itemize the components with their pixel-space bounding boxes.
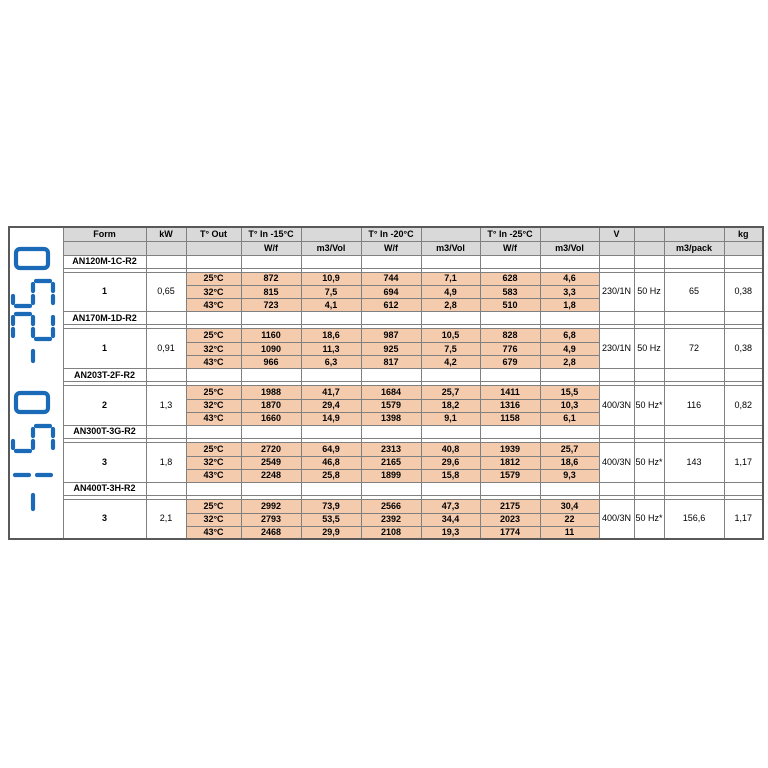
m3vol-20-value: 18,2	[421, 399, 480, 412]
m3pack-value: 143	[664, 442, 724, 482]
lcd-digit-5	[13, 426, 53, 451]
data-row	[9, 329, 763, 343]
t-out-label: 32°C	[186, 343, 241, 356]
wf-15-value: 1090	[241, 343, 301, 356]
wf-15-value: 815	[241, 286, 301, 299]
wf-15-value: 2992	[241, 499, 301, 513]
wf-25-value: 679	[480, 356, 540, 369]
m3pack-value: 156,6	[664, 499, 724, 539]
voltage-value: 230/1N	[599, 329, 634, 369]
empty-cell	[480, 312, 540, 325]
m3vol-15-value: 6,3	[301, 356, 361, 369]
m3vol-25-value: 25,7	[540, 442, 599, 456]
kw-value: 0,91	[146, 329, 186, 369]
empty-cell	[301, 482, 361, 495]
wf-25-value: 1774	[480, 526, 540, 539]
empty-cell	[421, 369, 480, 382]
wf-20-value: 1398	[361, 412, 421, 425]
empty-cell	[724, 482, 763, 495]
header-cell: m3/Vol	[421, 241, 480, 255]
empty-cell	[241, 369, 301, 382]
empty-cell	[664, 482, 724, 495]
header-cell: kg	[724, 227, 763, 241]
lcd-digit-0	[16, 249, 48, 268]
header-cell: W/f	[361, 241, 421, 255]
empty-cell	[301, 369, 361, 382]
wf-20-value: 1579	[361, 399, 421, 412]
m3vol-15-value: 53,5	[301, 513, 361, 526]
m3vol-25-value: 11	[540, 526, 599, 539]
header-cell: m3/Vol	[540, 241, 599, 255]
wf-15-value: 1988	[241, 386, 301, 400]
wf-25-value: 2175	[480, 499, 540, 513]
empty-cell	[599, 482, 634, 495]
wf-25-value: 1158	[480, 412, 540, 425]
m3vol-20-value: 25,7	[421, 386, 480, 400]
header-cell	[421, 227, 480, 241]
m3vol-15-value: 14,9	[301, 412, 361, 425]
lcd-digit-0	[16, 393, 48, 412]
wf-25-value: 828	[480, 329, 540, 343]
empty-cell	[724, 425, 763, 438]
lcd-digits-graphic	[10, 228, 62, 538]
t-out-label: 43°C	[186, 412, 241, 425]
t-out-label: 32°C	[186, 399, 241, 412]
header-cell: T° In -25°C	[480, 227, 540, 241]
t-out-label: 32°C	[186, 456, 241, 469]
m3vol-15-value: 46,8	[301, 456, 361, 469]
header-cell: T° Out	[186, 227, 241, 241]
wf-25-value: 1812	[480, 456, 540, 469]
empty-cell	[480, 255, 540, 268]
empty-cell	[241, 482, 301, 495]
kg-value: 0,38	[724, 272, 763, 312]
voltage-value: 400/3N	[599, 386, 634, 426]
header-cell: T° In -15°C	[241, 227, 301, 241]
empty-cell	[146, 255, 186, 268]
kw-value: 0,65	[146, 272, 186, 312]
hz-value: 50 Hz	[634, 272, 664, 312]
m3vol-15-value: 4,1	[301, 299, 361, 312]
form-value: 3	[63, 442, 146, 482]
m3vol-20-value: 4,9	[421, 286, 480, 299]
empty-cell	[241, 312, 301, 325]
data-row	[9, 272, 763, 286]
header-cell: kW	[146, 227, 186, 241]
empty-cell	[480, 482, 540, 495]
t-out-label: 43°C	[186, 526, 241, 539]
empty-cell	[146, 482, 186, 495]
m3vol-15-value: 29,4	[301, 399, 361, 412]
wf-15-value: 966	[241, 356, 301, 369]
header-cell	[634, 241, 664, 255]
empty-cell	[634, 255, 664, 268]
empty-cell	[540, 425, 599, 438]
m3vol-20-value: 2,8	[421, 299, 480, 312]
t-out-label: 25°C	[186, 386, 241, 400]
t-out-label: 32°C	[186, 286, 241, 299]
voltage-value: 400/3N	[599, 499, 634, 539]
lcd-digit-2	[13, 314, 53, 339]
m3vol-20-value: 7,1	[421, 272, 480, 286]
m3vol-25-value: 3,3	[540, 286, 599, 299]
header-cell: m3/Vol	[301, 241, 361, 255]
header-cell	[186, 241, 241, 255]
empty-cell	[599, 425, 634, 438]
wf-15-value: 872	[241, 272, 301, 286]
header-cell	[146, 241, 186, 255]
empty-cell	[540, 482, 599, 495]
lcd-strip	[9, 227, 63, 539]
m3vol-25-value: 6,8	[540, 329, 599, 343]
empty-cell	[186, 369, 241, 382]
empty-cell	[599, 312, 634, 325]
kw-value: 2,1	[146, 499, 186, 539]
header-row-2	[9, 241, 763, 255]
wf-25-value: 776	[480, 343, 540, 356]
wf-20-value: 694	[361, 286, 421, 299]
t-out-label: 43°C	[186, 356, 241, 369]
m3vol-15-value: 25,8	[301, 469, 361, 482]
wf-15-value: 1160	[241, 329, 301, 343]
wf-25-value: 1939	[480, 442, 540, 456]
empty-cell	[421, 425, 480, 438]
wf-20-value: 2108	[361, 526, 421, 539]
empty-cell	[301, 425, 361, 438]
form-value: 1	[63, 329, 146, 369]
wf-25-value: 1316	[480, 399, 540, 412]
header-cell	[634, 227, 664, 241]
wf-20-value: 1684	[361, 386, 421, 400]
wf-15-value: 1870	[241, 399, 301, 412]
empty-cell	[634, 482, 664, 495]
m3vol-15-value: 41,7	[301, 386, 361, 400]
m3vol-15-value: 64,9	[301, 442, 361, 456]
wf-15-value: 2248	[241, 469, 301, 482]
empty-cell	[634, 425, 664, 438]
m3vol-25-value: 30,4	[540, 499, 599, 513]
empty-cell	[146, 312, 186, 325]
m3vol-20-value: 4,2	[421, 356, 480, 369]
model-name: AN203T-2F-R2	[63, 369, 146, 382]
empty-cell	[724, 255, 763, 268]
m3vol-20-value: 15,8	[421, 469, 480, 482]
wf-25-value: 628	[480, 272, 540, 286]
wf-20-value: 2165	[361, 456, 421, 469]
wf-25-value: 583	[480, 286, 540, 299]
hz-value: 50 Hz*	[634, 386, 664, 426]
m3vol-15-value: 73,9	[301, 499, 361, 513]
header-cell: m3/pack	[664, 241, 724, 255]
kg-value: 1,17	[724, 499, 763, 539]
m3vol-25-value: 15,5	[540, 386, 599, 400]
form-value: 1	[63, 272, 146, 312]
t-out-label: 43°C	[186, 469, 241, 482]
empty-cell	[361, 312, 421, 325]
t-out-label: 25°C	[186, 442, 241, 456]
model-row	[9, 255, 763, 268]
header-row-1	[9, 227, 763, 241]
m3vol-20-value: 40,8	[421, 442, 480, 456]
empty-cell	[361, 482, 421, 495]
kg-value: 0,82	[724, 386, 763, 426]
header-cell	[664, 227, 724, 241]
hz-value: 50 Hz	[634, 329, 664, 369]
wf-20-value: 2313	[361, 442, 421, 456]
t-out-label: 25°C	[186, 329, 241, 343]
m3pack-value: 72	[664, 329, 724, 369]
model-row	[9, 482, 763, 495]
empty-cell	[241, 255, 301, 268]
empty-cell	[724, 369, 763, 382]
m3vol-20-value: 47,3	[421, 499, 480, 513]
model-name: AN120M-1C-R2	[63, 255, 146, 268]
m3pack-value: 65	[664, 272, 724, 312]
kg-value: 0,38	[724, 329, 763, 369]
empty-cell	[146, 369, 186, 382]
wf-15-value: 2720	[241, 442, 301, 456]
empty-cell	[599, 369, 634, 382]
m3vol-20-value: 34,4	[421, 513, 480, 526]
m3vol-25-value: 2,8	[540, 356, 599, 369]
wf-25-value: 510	[480, 299, 540, 312]
m3vol-20-value: 7,5	[421, 343, 480, 356]
empty-cell	[421, 255, 480, 268]
m3vol-15-value: 18,6	[301, 329, 361, 343]
t-out-label: 43°C	[186, 299, 241, 312]
header-cell: V	[599, 227, 634, 241]
wf-20-value: 2566	[361, 499, 421, 513]
empty-cell	[241, 425, 301, 438]
hz-value: 50 Hz*	[634, 442, 664, 482]
wf-20-value: 744	[361, 272, 421, 286]
empty-cell	[540, 312, 599, 325]
wf-25-value: 1579	[480, 469, 540, 482]
voltage-value: 400/3N	[599, 442, 634, 482]
empty-cell	[421, 312, 480, 325]
header-cell: W/f	[241, 241, 301, 255]
empty-cell	[634, 369, 664, 382]
hz-value: 50 Hz*	[634, 499, 664, 539]
empty-cell	[361, 369, 421, 382]
m3vol-25-value: 6,1	[540, 412, 599, 425]
wf-20-value: 987	[361, 329, 421, 343]
m3vol-20-value: 9,1	[421, 412, 480, 425]
data-row	[9, 386, 763, 400]
data-row	[9, 442, 763, 456]
empty-cell	[634, 312, 664, 325]
m3vol-25-value: 9,3	[540, 469, 599, 482]
kg-value: 1,17	[724, 442, 763, 482]
empty-cell	[186, 482, 241, 495]
datasheet	[8, 226, 764, 540]
m3vol-25-value: 18,6	[540, 456, 599, 469]
wf-25-value: 1411	[480, 386, 540, 400]
empty-cell	[361, 255, 421, 268]
kw-value: 1,8	[146, 442, 186, 482]
empty-cell	[301, 255, 361, 268]
m3vol-25-value: 1,8	[540, 299, 599, 312]
wf-20-value: 2392	[361, 513, 421, 526]
model-name: AN300T-3G-R2	[63, 425, 146, 438]
m3vol-20-value: 19,3	[421, 526, 480, 539]
wf-25-value: 2023	[480, 513, 540, 526]
wf-15-value: 2793	[241, 513, 301, 526]
t-out-label: 32°C	[186, 513, 241, 526]
m3vol-20-value: 29,6	[421, 456, 480, 469]
empty-cell	[664, 369, 724, 382]
wf-15-value: 1660	[241, 412, 301, 425]
empty-cell	[664, 312, 724, 325]
empty-cell	[146, 425, 186, 438]
empty-cell	[186, 255, 241, 268]
header-cell	[599, 241, 634, 255]
m3vol-25-value: 10,3	[540, 399, 599, 412]
empty-cell	[301, 312, 361, 325]
m3vol-25-value: 22	[540, 513, 599, 526]
wf-20-value: 612	[361, 299, 421, 312]
kw-value: 1,3	[146, 386, 186, 426]
model-row	[9, 425, 763, 438]
empty-cell	[664, 255, 724, 268]
header-cell	[63, 241, 146, 255]
m3vol-20-value: 10,5	[421, 329, 480, 343]
empty-cell	[421, 482, 480, 495]
empty-cell	[186, 312, 241, 325]
header-cell: T° In -20°C	[361, 227, 421, 241]
header-cell	[724, 241, 763, 255]
m3pack-value: 116	[664, 386, 724, 426]
wf-20-value: 925	[361, 343, 421, 356]
empty-cell	[664, 425, 724, 438]
empty-cell	[724, 312, 763, 325]
header-cell	[301, 227, 361, 241]
empty-cell	[480, 369, 540, 382]
m3vol-25-value: 4,9	[540, 343, 599, 356]
spec-table	[8, 226, 764, 540]
model-name: AN170M-1D-R2	[63, 312, 146, 325]
form-value: 3	[63, 499, 146, 539]
model-row	[9, 312, 763, 325]
header-cell	[540, 227, 599, 241]
data-row	[9, 499, 763, 513]
empty-cell	[361, 425, 421, 438]
voltage-value: 230/1N	[599, 272, 634, 312]
m3vol-15-value: 11,3	[301, 343, 361, 356]
m3vol-25-value: 4,6	[540, 272, 599, 286]
t-out-label: 25°C	[186, 272, 241, 286]
wf-20-value: 817	[361, 356, 421, 369]
m3vol-15-value: 7,5	[301, 286, 361, 299]
wf-15-value: 2549	[241, 456, 301, 469]
wf-20-value: 1899	[361, 469, 421, 482]
header-cell: W/f	[480, 241, 540, 255]
model-row	[9, 369, 763, 382]
form-value: 2	[63, 386, 146, 426]
wf-15-value: 2468	[241, 526, 301, 539]
empty-cell	[540, 255, 599, 268]
m3vol-15-value: 29,9	[301, 526, 361, 539]
m3vol-15-value: 10,9	[301, 272, 361, 286]
empty-cell	[540, 369, 599, 382]
t-out-label: 25°C	[186, 499, 241, 513]
lcd-digit-5	[13, 281, 53, 306]
header-cell: Form	[63, 227, 146, 241]
empty-cell	[480, 425, 540, 438]
empty-cell	[186, 425, 241, 438]
wf-15-value: 723	[241, 299, 301, 312]
model-name: AN400T-3H-R2	[63, 482, 146, 495]
empty-cell	[599, 255, 634, 268]
